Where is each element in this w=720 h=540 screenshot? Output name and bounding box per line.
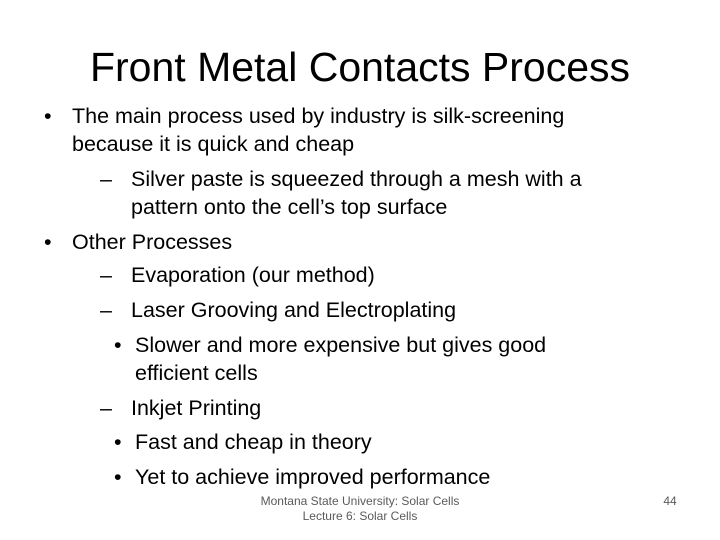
bullet-2-sub-3-subsub-2-text: Yet to achieve improved performance (135, 465, 491, 489)
bullet-1-sub-1-line-1: Silver paste is squeezed through a mesh with a (131, 167, 582, 191)
bullet-marker: • (114, 465, 122, 489)
bullet-2-sub-2-subsub-1-line-2: efficient cells (135, 361, 258, 385)
footer-line-1: Montana State University: Solar Cells (260, 494, 460, 508)
bullet-2-sub-1-text: Evaporation (our method) (131, 263, 375, 287)
dash-marker: – (100, 263, 112, 287)
bullet-marker: • (114, 333, 122, 357)
bullet-marker: • (114, 430, 122, 454)
bullet-2-sub-3-subsub-1-text: Fast and cheap in theory (135, 430, 372, 454)
bullet-1-text-line-1: The main process used by industry is silk-screening (72, 104, 565, 128)
slide-title: Front Metal Contacts Process (89, 44, 631, 90)
dash-marker: – (100, 396, 112, 420)
bullet-2-sub-2-text: Laser Grooving and Electroplating (131, 298, 457, 322)
bullet-marker: • (44, 104, 52, 128)
bullet-2-text: Other Processes (72, 230, 233, 254)
dash-marker: – (100, 167, 112, 191)
bullet-2-sub-2-subsub-1-line-1: Slower and more expensive but gives good (135, 333, 547, 357)
bullet-2-sub-3-text: Inkjet Printing (131, 396, 262, 420)
footer-line-2: Lecture 6: Solar Cells (302, 509, 418, 523)
page-number: 44 (663, 494, 677, 508)
slide-footer (230, 494, 490, 524)
bullet-1-sub-1-line-2: pattern onto the cell’s top surface (131, 195, 448, 219)
bullet-marker: • (44, 230, 52, 254)
dash-marker: – (100, 298, 112, 322)
bullet-1-text-line-2: because it is quick and cheap (72, 132, 355, 156)
